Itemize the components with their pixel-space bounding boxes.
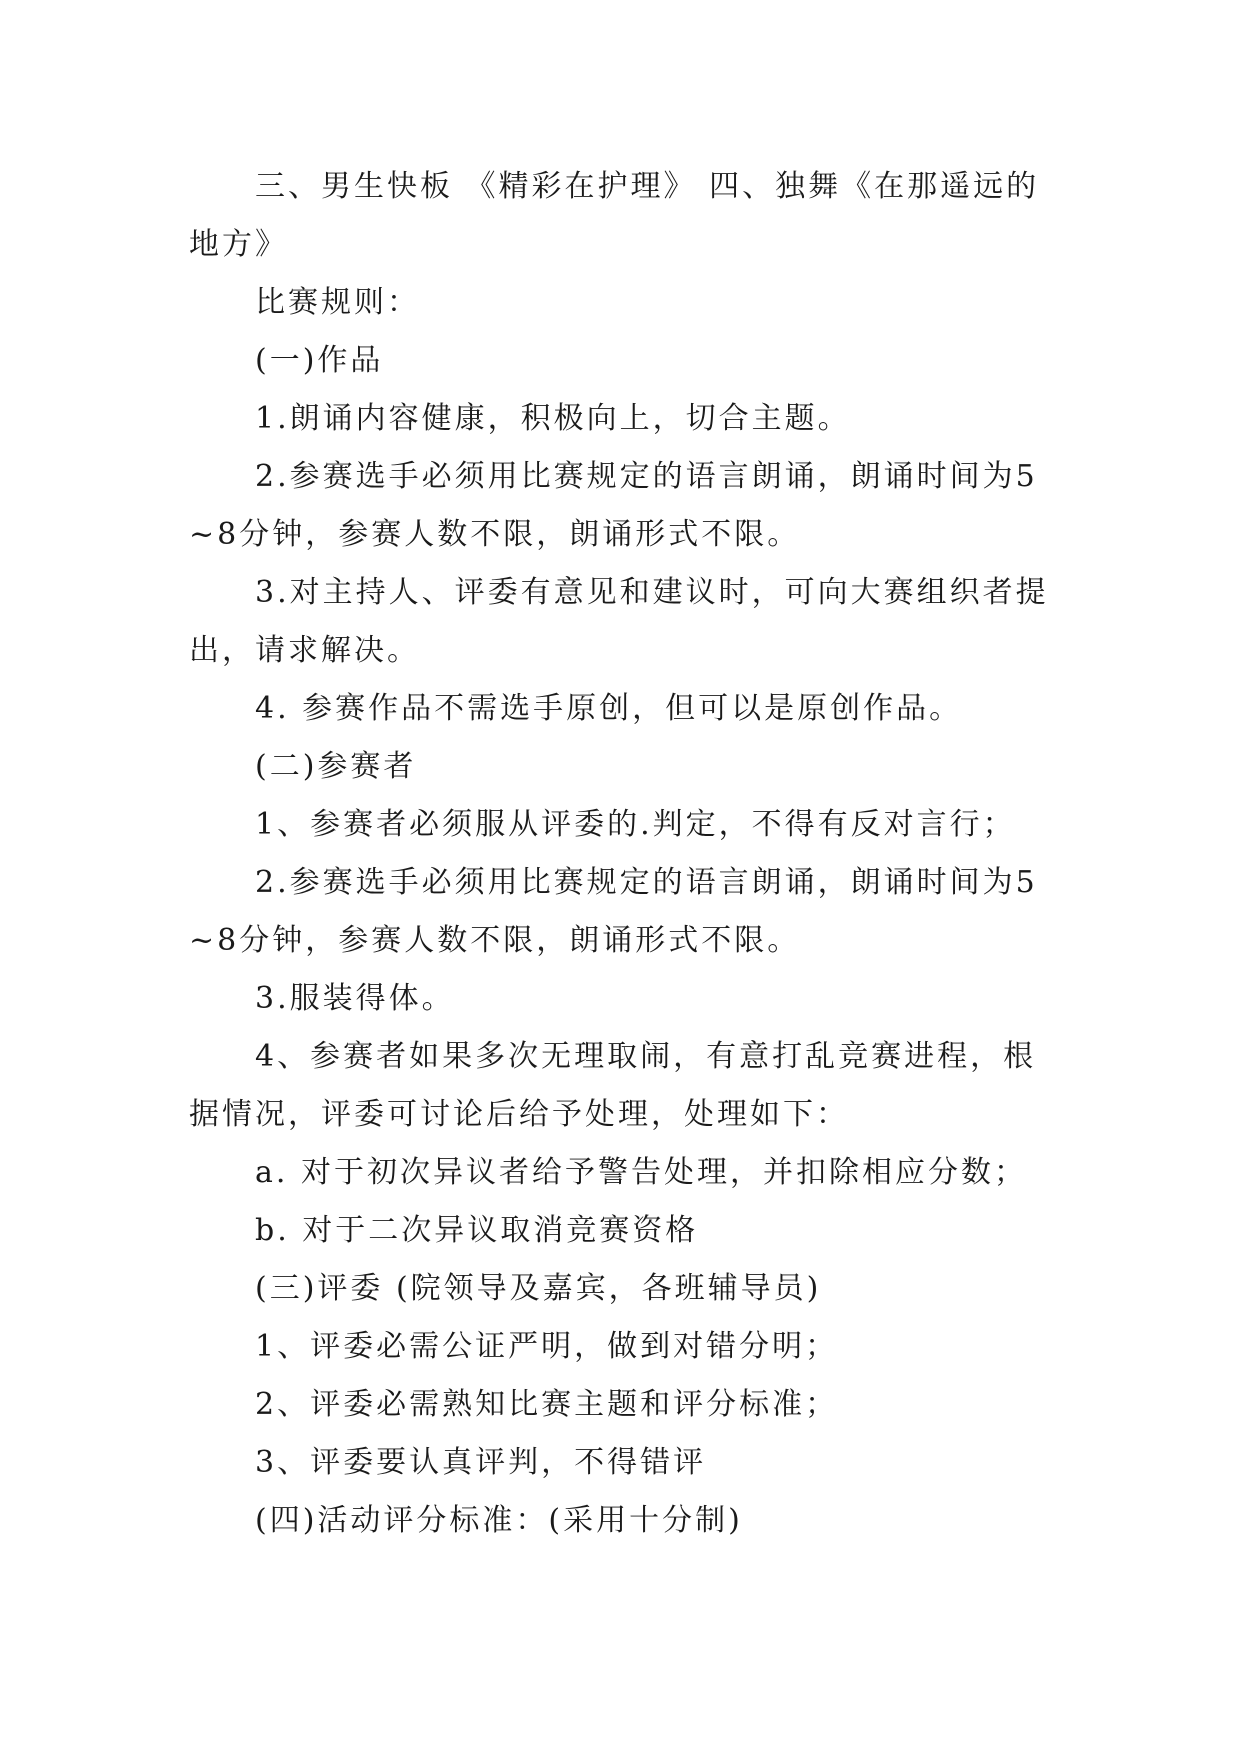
- paragraph-works-rule-2: 2.参赛选手必须用比赛规定的语言朗诵，朗诵时间为5~8分钟，参赛人数不限，朗诵形式不限。: [189, 459, 1038, 552]
- paragraph-participants-rule-3: 3.服装得体。: [255, 981, 455, 1016]
- paragraph-participants-rule-4: 4、参赛者如果多次无理取闹，有意打乱竞赛进程，根据情况，评委可讨论后给予处理，处理如下：: [189, 1039, 1037, 1132]
- paragraph-works-rule-4: 4. 参赛作品不需选手原创，但可以是原创作品。: [255, 691, 963, 726]
- document-body: [189, 158, 1059, 1550]
- paragraph-participants-rule-2: 2.参赛选手必须用比赛规定的语言朗诵，朗诵时间为5~8分钟，参赛人数不限，朗诵形式不限。: [189, 865, 1038, 958]
- paragraph-section-participants: (二)参赛者: [255, 749, 417, 784]
- paragraph-works-rule-1: 1.朗诵内容健康，积极向上，切合主题。: [255, 401, 851, 436]
- paragraph-section-judges: (三)评委 (院领导及嘉宾，各班辅导员): [255, 1271, 822, 1306]
- paragraph-judges-rule-2: 2、评委必需熟知比赛主题和评分标准；: [255, 1387, 839, 1422]
- paragraph-rules-heading: 比赛规则：: [255, 285, 420, 320]
- paragraph-participants-rule-1: 1、参赛者必须服从评委的.判定，不得有反对言行；: [255, 807, 1016, 842]
- paragraph-penalty-b: b. 对于二次异议取消竞赛资格: [255, 1213, 699, 1248]
- paragraph-section-works: (一)作品: [255, 343, 384, 378]
- paragraph-judges-rule-3: 3、评委要认真评判，不得错评: [255, 1445, 707, 1480]
- paragraph-program-items: 三、男生快板 《精彩在护理》 四、独舞《在那遥远的地方》: [189, 169, 1040, 262]
- paragraph-penalty-a: a. 对于初次异议者给予警告处理，并扣除相应分数；: [255, 1155, 1027, 1190]
- paragraph-judges-rule-1: 1、评委必需公证严明，做到对错分明；: [255, 1329, 839, 1364]
- paragraph-works-rule-3: 3.对主持人、评委有意见和建议时，可向大赛组织者提出，请求解决。: [189, 575, 1049, 668]
- paragraph-section-scoring: (四)活动评分标准：(采用十分制): [255, 1503, 743, 1538]
